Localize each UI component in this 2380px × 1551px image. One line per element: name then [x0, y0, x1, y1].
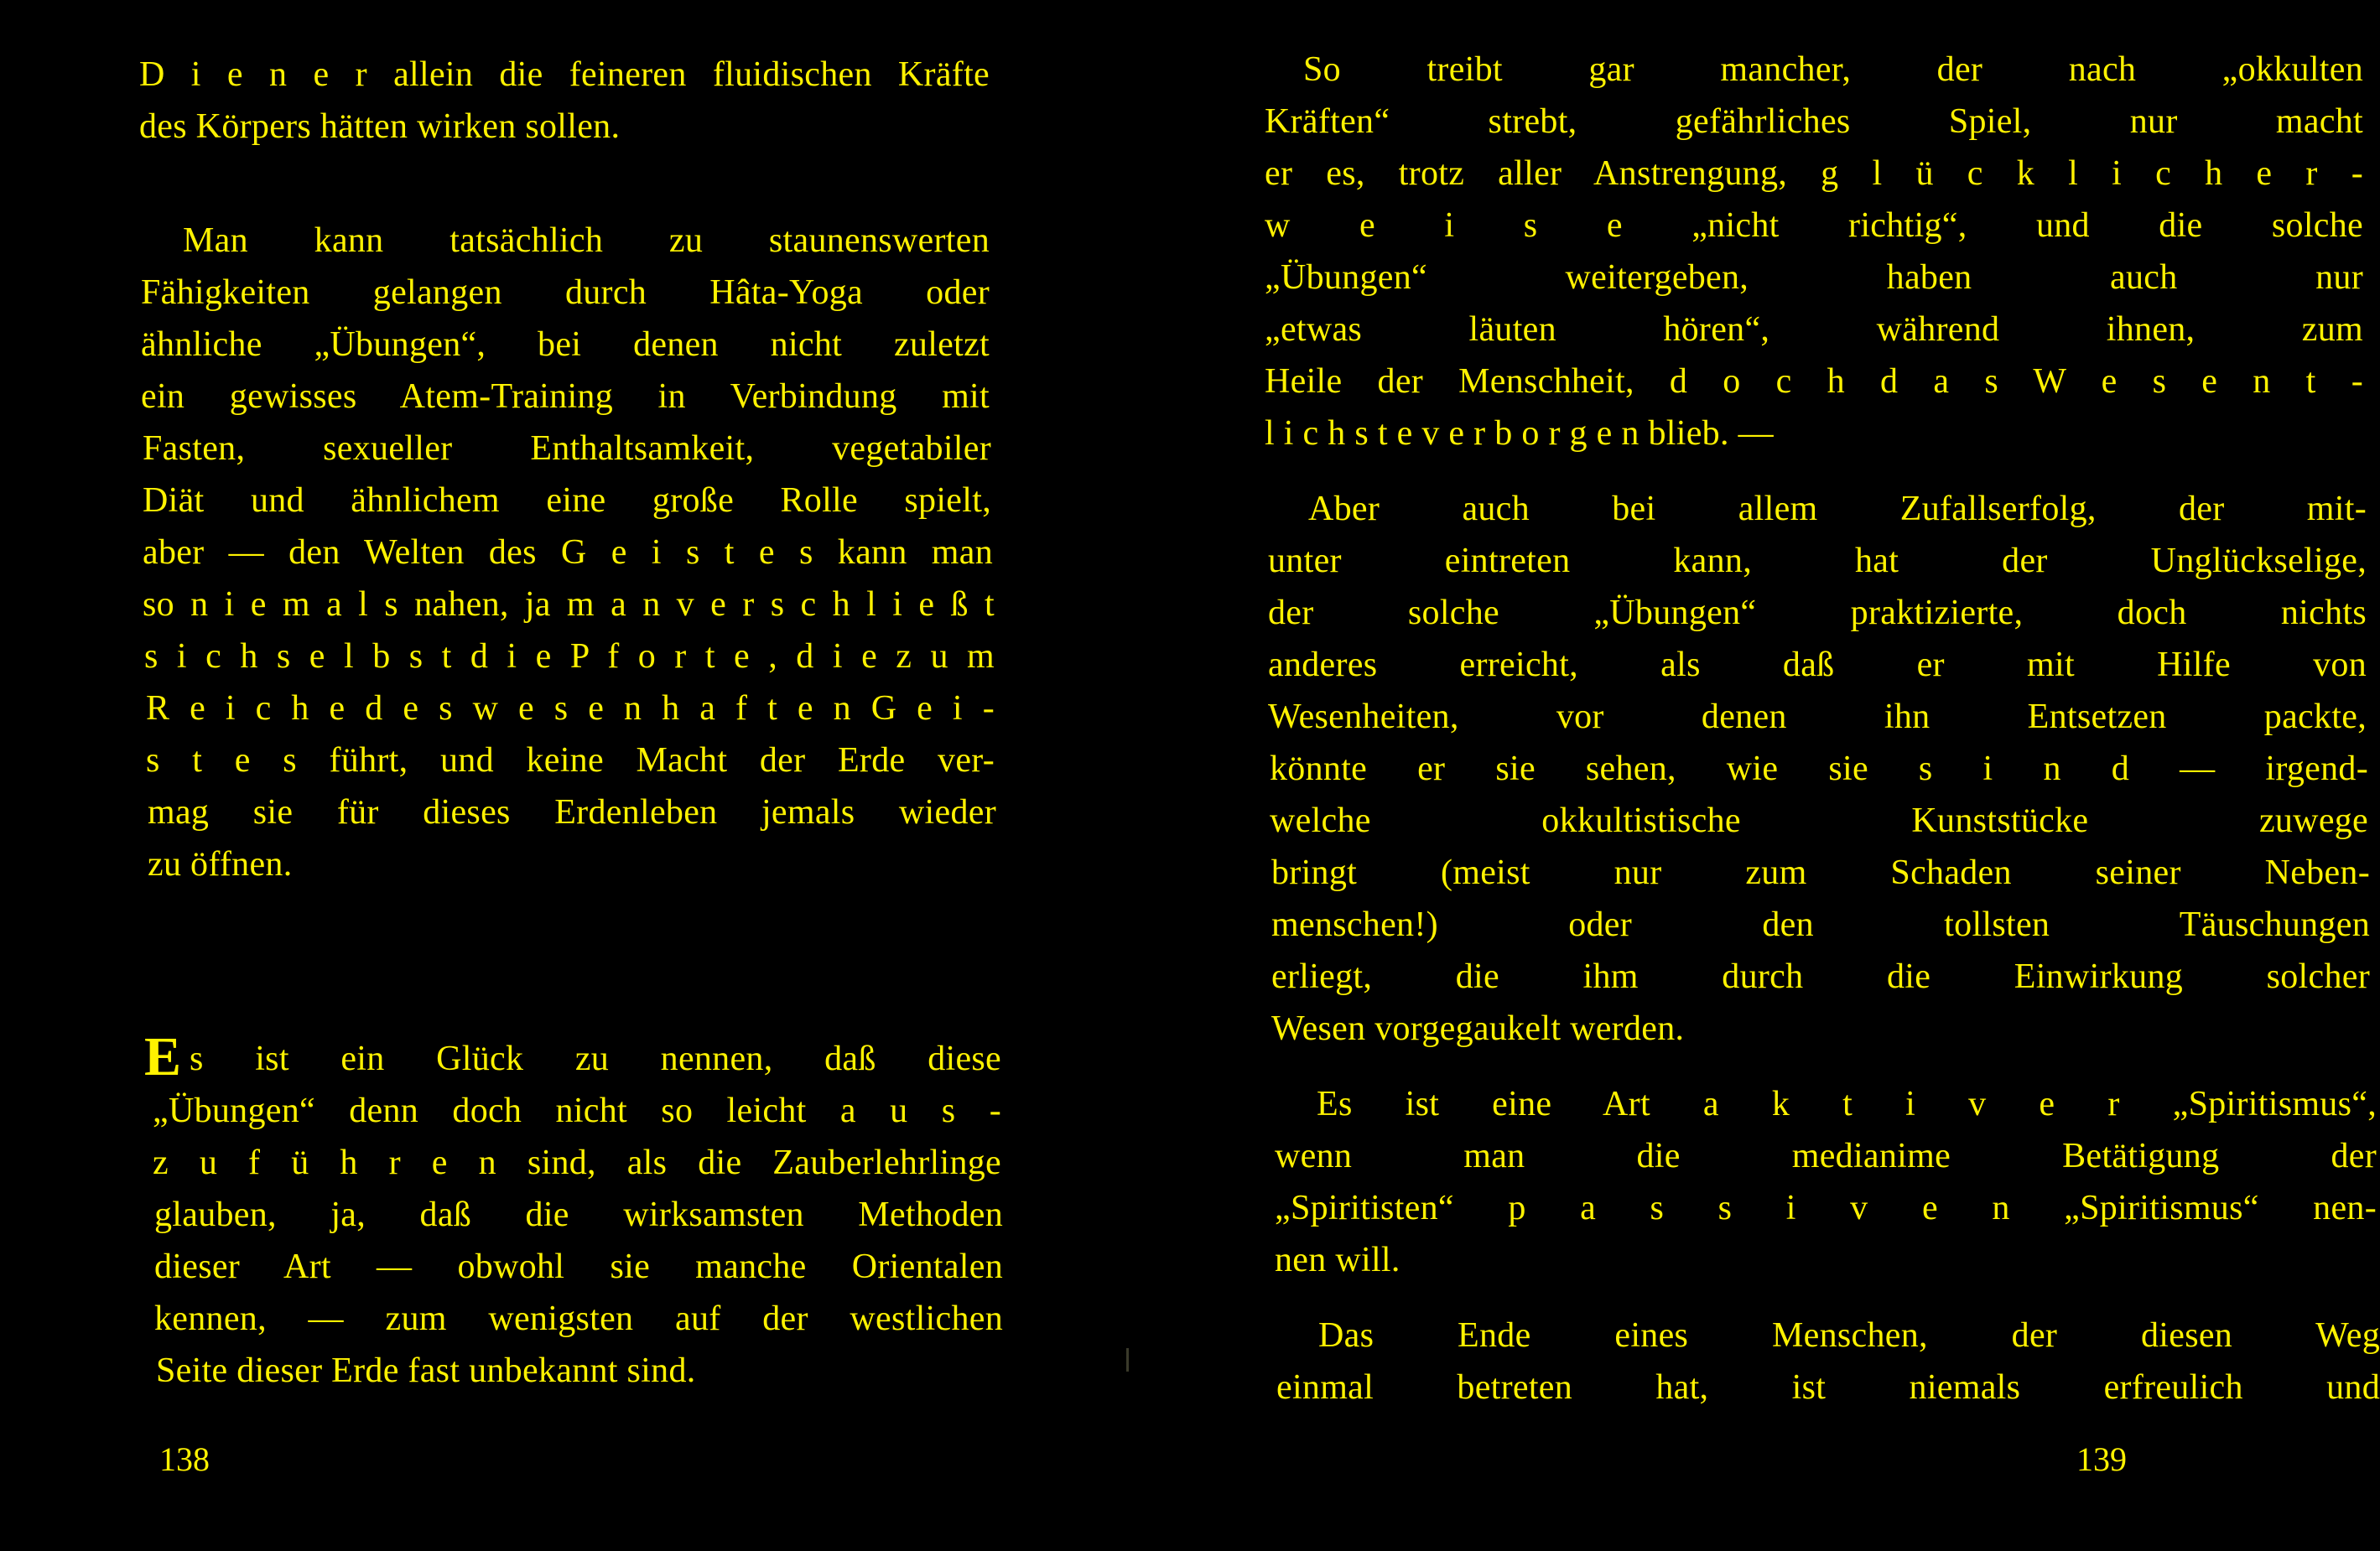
text-line: menschen!) oder den tollsten Täuschungen [1271, 905, 2370, 944]
text-line: s ist ein Glück zu nennen, daß diese [190, 1040, 1001, 1078]
text-line: zu öffnen. [148, 845, 293, 884]
text-line: s i c h s e l b s t d i e P f o r t e , d i e z u m [144, 637, 995, 676]
text-line: so n i e m a l s nahen, ja m a n v e r s c h l i e ß t [143, 585, 995, 624]
text-line: Man kann tatsächlich zu staunenswerten [183, 221, 990, 260]
text-line: einmal betreten hat, ist niemals erfreulich und [1276, 1368, 2380, 1407]
text-line: Wesen vorgegaukelt werden. [1271, 1009, 1685, 1048]
text-line: R e i c h e d e s w e s e n h a f t e n G e i - [146, 689, 995, 728]
text-line: bringt (meist nur zum Schaden seiner Neben- [1271, 853, 2370, 892]
text-line: „etwas läuten hören“, während ihnen, zum [1265, 310, 2363, 349]
text-line: ähnliche „Übungen“, bei denen nicht zuletzt [141, 325, 990, 364]
text-line: glauben, ja, daß die wirksamsten Methoden [154, 1196, 1003, 1234]
text-line: anderes erreicht, als daß er mit Hilfe von [1268, 646, 2367, 684]
text-line: Diät und ähnlichem eine große Rolle spielt, [143, 481, 991, 520]
text-line: D i e n e r allein die feineren fluidischen Kräfte [139, 55, 990, 94]
text-line: Fähigkeiten gelangen durch Hâta-Yoga oder [141, 273, 990, 312]
text-line: „Übungen“ weitergeben, haben auch nur [1265, 258, 2363, 297]
text-line: dieser Art — obwohl sie manche Orientalen [154, 1248, 1003, 1286]
text-line: er es, trotz aller Anstrengung, g l ü c k l i c h e r - [1265, 154, 2363, 193]
right-page [1090, 0, 2380, 1551]
text-line: l i c h s t e v e r b o r g e n blieb. — [1265, 414, 1774, 453]
text-line: w e i s e „nicht richtig“, und die solche [1265, 206, 2363, 245]
text-line: der solche „Übungen“ praktizierte, doch nichts [1268, 594, 2367, 632]
text-line: Heile der Menschheit, d o c h d a s W e s e n t - [1265, 362, 2363, 401]
text-line: wenn man die medianime Betätigung der [1275, 1137, 2377, 1175]
text-line: Aber auch bei allem Zufallserfolg, der mit- [1308, 490, 2367, 528]
text-line: Fasten, sexueller Enthaltsamkeit, vegetabiler [143, 429, 991, 468]
text-line: mag sie für dieses Erdenleben jemals wieder [148, 793, 996, 832]
text-line: Seite dieser Erde fast unbekannt sind. [156, 1351, 696, 1390]
text-line: erliegt, die ihm durch die Einwirkung solcher [1271, 957, 2370, 996]
text-line: z u f ü h r e n sind, als die Zauberlehrlinge [153, 1144, 1001, 1182]
gutter-mark [1126, 1348, 1129, 1372]
page-number-right: 139 [2076, 1440, 2127, 1478]
text-line: unter eintreten kann, hat der Unglückselige, [1268, 542, 2367, 580]
text-line: aber — den Welten des G e i s t e s kann man [143, 533, 993, 572]
text-line: „Übungen“ denn doch nicht so leicht a u s - [153, 1092, 1001, 1130]
text-line: des Körpers hätten wirken sollen. [139, 107, 621, 146]
text-line: Wesenheiten, vor denen ihn Entsetzen packte, [1268, 698, 2367, 736]
text-line: ein gewisses Atem-Training in Verbindung mit [141, 377, 990, 416]
text-line: kennen, — zum wenigsten auf der westlichen [154, 1299, 1003, 1338]
text-line: Es ist eine Art a k t i v e r „Spiritismus“, [1317, 1085, 2377, 1123]
text-line: welche okkultistische Kunststücke zuwege [1270, 801, 2368, 840]
text-line: s t e s führt, und keine Macht der Erde ver- [146, 741, 995, 780]
text-line: Das Ende eines Menschen, der diesen Weg [1318, 1316, 2380, 1355]
text-line: So treibt gar mancher, der nach „okkulten [1303, 50, 2363, 89]
text-line: könnte er sie sehen, wie sie s i n d — irgend- [1270, 750, 2368, 788]
text-line: nen will. [1275, 1241, 1400, 1279]
left-page [0, 0, 1090, 1551]
page-number-left: 138 [159, 1440, 210, 1478]
text-line: Kräften“ strebt, gefährliches Spiel, nur macht [1265, 102, 2363, 141]
text-line: „Spiritisten“ p a s s i v e n „Spiritismus“ nen- [1275, 1189, 2377, 1227]
initial-letter: E [144, 1026, 182, 1087]
